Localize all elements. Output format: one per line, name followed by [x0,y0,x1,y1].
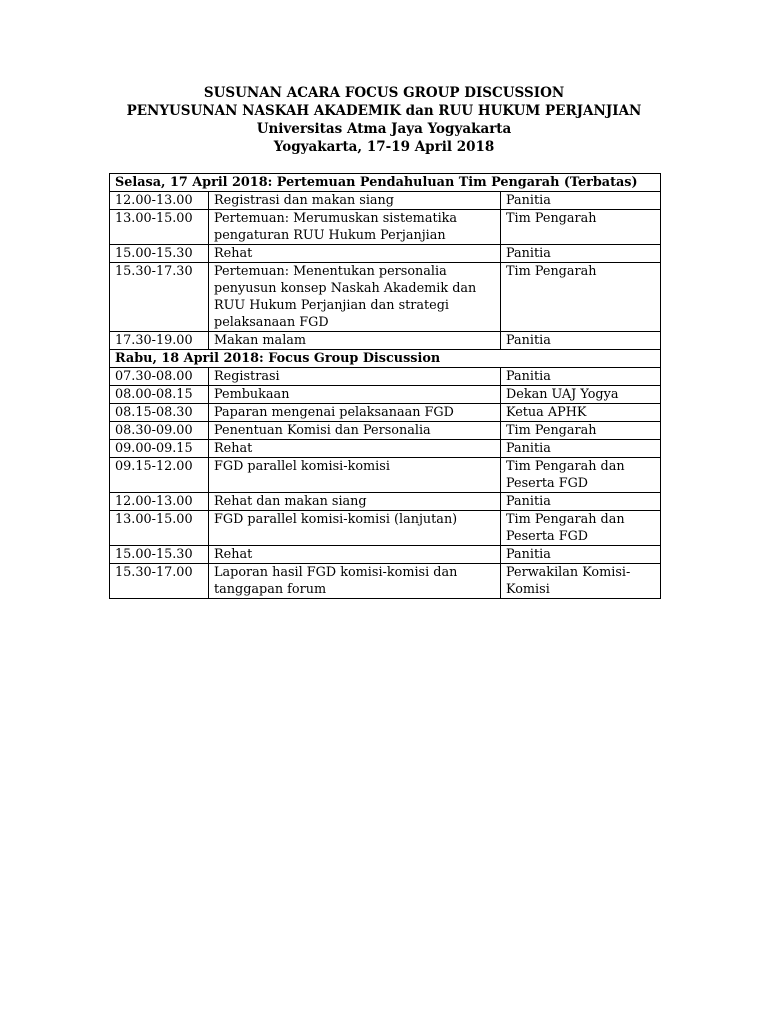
table-row [110,546,661,564]
pic-cell: Panitia [501,440,661,458]
table-row [110,192,661,210]
activity-cell: Paparan mengenai pelaksanaan FGD [209,404,501,422]
day2-title: Rabu, 18 April 2018: Focus Group Discussion [110,350,661,368]
activity-cell: Rehat [209,245,501,263]
activity-cell: Laporan hasil FGD komisi-komisi dan tanggapan forum [209,564,501,599]
table-row [110,263,661,332]
schedule-table [109,173,661,599]
activity-cell: FGD parallel komisi-komisi (lanjutan) [209,511,501,546]
table-row [110,458,661,493]
pic-cell: Panitia [501,332,661,350]
pic-cell: Ketua APHK [501,404,661,422]
time-cell: 13.00-15.00 [110,511,209,546]
activity-cell: Registrasi dan makan siang [209,192,501,210]
time-cell: 09.00-09.15 [110,440,209,458]
pic-cell: Panitia [501,493,661,511]
pic-cell: Panitia [501,245,661,263]
pic-cell: Perwakilan Komisi-Komisi [501,564,661,599]
table-row [110,511,661,546]
table-row [110,440,661,458]
time-cell: 08.15-08.30 [110,404,209,422]
time-cell: 17.30-19.00 [110,332,209,350]
document-title [0,84,768,156]
activity-cell: Pertemuan: Merumuskan sistematika pengaturan RUU Hukum Perjanjian [209,210,501,245]
pic-cell: Panitia [501,192,661,210]
time-cell: 15.30-17.30 [110,263,209,332]
section-row-day2 [110,350,661,368]
section-row-day1 [110,174,661,192]
pic-cell: Panitia [501,546,661,564]
table-row [110,422,661,440]
table-row [110,210,661,245]
time-cell: 08.00-08.15 [110,386,209,404]
activity-cell: Pertemuan: Menentukan personalia penyusun konsep Naskah Akademik dan RUU Hukum Perjanjian dan strategi pelaksanaan FGD [209,263,501,332]
activity-cell: Makan malam [209,332,501,350]
activity-cell: Rehat [209,546,501,564]
time-cell: 09.15-12.00 [110,458,209,493]
pic-cell: Tim Pengarah [501,422,661,440]
pic-cell: Dekan UAJ Yogya [501,386,661,404]
pic-cell: Tim Pengarah dan Peserta FGD [501,458,661,493]
time-cell: 08.30-09.00 [110,422,209,440]
time-cell: 07.30-08.00 [110,368,209,386]
table-row [110,493,661,511]
time-cell: 15.00-15.30 [110,546,209,564]
activity-cell: Rehat dan makan siang [209,493,501,511]
title-line-3: Universitas Atma Jaya Yogyakarta [256,121,512,137]
activity-cell: Rehat [209,440,501,458]
time-cell: 13.00-15.00 [110,210,209,245]
pic-cell: Panitia [501,368,661,386]
pic-cell: Tim Pengarah [501,210,661,245]
time-cell: 12.00-13.00 [110,192,209,210]
time-cell: 15.30-17.00 [110,564,209,599]
table-row [110,386,661,404]
title-line-4: Yogyakarta, 17-19 April 2018 [273,139,495,155]
title-line-2: PENYUSUNAN NASKAH AKADEMIK dan RUU HUKUM PERJANJIAN [126,103,642,119]
table-row [110,368,661,386]
time-cell: 12.00-13.00 [110,493,209,511]
pic-cell: Tim Pengarah [501,263,661,332]
table-row [110,245,661,263]
activity-cell: Pembukaan [209,386,501,404]
time-cell: 15.00-15.30 [110,245,209,263]
pic-cell: Tim Pengarah dan Peserta FGD [501,511,661,546]
day1-title: Selasa, 17 April 2018: Pertemuan Pendahuluan Tim Pengarah (Terbatas) [110,174,661,192]
table-row [110,332,661,350]
activity-cell: Registrasi [209,368,501,386]
table-row [110,404,661,422]
table-row [110,564,661,599]
activity-cell: Penentuan Komisi dan Personalia [209,422,501,440]
title-line-1: SUSUNAN ACARA FOCUS GROUP DISCUSSION [203,85,565,101]
activity-cell: FGD parallel komisi-komisi [209,458,501,493]
